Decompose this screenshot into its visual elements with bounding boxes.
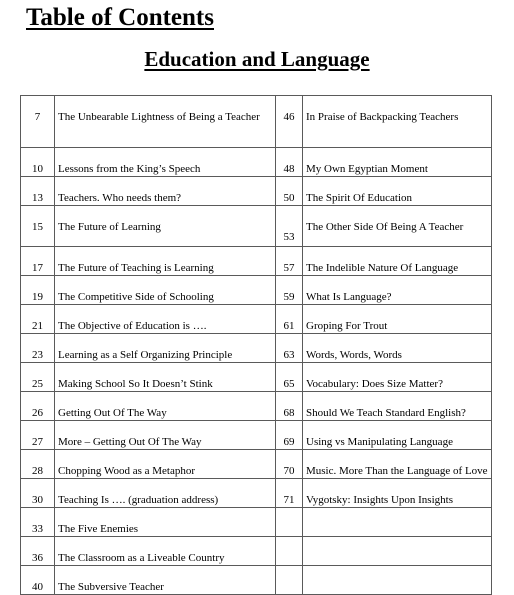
chapter-title-left: The Five Enemies: [58, 523, 139, 535]
table-cell: [303, 479, 492, 508]
table-cell: [21, 537, 55, 566]
chapter-title-left: The Classroom as a Liveable Country: [58, 552, 225, 564]
table-row: [21, 450, 492, 479]
page-number-left: 17: [32, 262, 43, 274]
table-cell: [276, 334, 303, 363]
table-cell: [276, 96, 303, 148]
page-number-right: 68: [283, 407, 295, 419]
page-number-left: 7: [34, 111, 41, 123]
page-number-right: 69: [283, 436, 295, 448]
chapter-title-left: Teaching Is …. (graduation address): [58, 494, 219, 506]
chapter-title-right: My Own Egyptian Moment: [306, 163, 428, 175]
table-cell: [21, 247, 55, 276]
table-cell: [21, 566, 55, 595]
table-cell: [55, 206, 276, 247]
table-cell: [55, 96, 276, 148]
table-cell: [303, 508, 492, 537]
table-cell: [55, 177, 276, 206]
table-cell: [276, 206, 303, 247]
table-row: [21, 479, 492, 508]
table-cell: [21, 363, 55, 392]
chapter-title-left: More – Getting Out Of The Way: [58, 436, 202, 448]
chapter-title-right: The Spirit Of Education: [306, 192, 413, 204]
contents-table: [20, 95, 492, 595]
table-cell: [276, 479, 303, 508]
table-cell: [55, 363, 276, 392]
table-cell: [55, 421, 276, 450]
contents-table-body: [21, 96, 492, 595]
table-row: [21, 206, 492, 247]
page-number-left: 25: [32, 378, 43, 390]
table-cell: [55, 148, 276, 177]
chapter-title-left: The Objective of Education is ….: [58, 320, 207, 332]
table-cell: [276, 508, 303, 537]
table-cell: [21, 421, 55, 450]
table-cell: [303, 334, 492, 363]
table-cell: [21, 450, 55, 479]
page-number-left: 40: [32, 581, 43, 593]
table-cell: [55, 392, 276, 421]
table-row: [21, 148, 492, 177]
table-cell: [55, 334, 276, 363]
page-number-left: 10: [32, 163, 43, 175]
chapter-title-right: Vocabulary: Does Size Matter?: [306, 378, 443, 390]
page-number-left: 26: [32, 407, 43, 419]
table-cell: [276, 276, 303, 305]
table-cell: [55, 450, 276, 479]
page-number-left: 15: [32, 221, 43, 233]
table-cell: [276, 363, 303, 392]
table-cell: [303, 392, 492, 421]
chapter-title-left: Making School So It Doesn’t Stink: [58, 378, 213, 390]
chapter-title-left: The Future of Learning: [58, 221, 161, 233]
chapter-title-right: Groping For Trout: [306, 320, 388, 332]
page-number-left: 23: [32, 349, 43, 361]
chapter-title-left: Getting Out Of The Way: [58, 407, 167, 419]
table-row: [21, 177, 492, 206]
page-number-right: 46: [283, 111, 295, 123]
page-number-left: 27: [32, 436, 43, 448]
chapter-title-left: The Competitive Side of Schooling: [58, 291, 214, 303]
page-number-right: [276, 508, 302, 523]
table-cell: [21, 392, 55, 421]
table-cell: [55, 566, 276, 595]
table-cell: [21, 276, 55, 305]
chapter-title-right: Should We Teach Standard English?: [306, 407, 466, 419]
table-cell: [21, 177, 55, 206]
chapter-title-left: Chopping Wood as a Metaphor: [58, 465, 196, 477]
table-cell: [55, 305, 276, 334]
chapter-title-right: The Indelible Nature Of Language: [306, 262, 459, 274]
table-cell: [303, 148, 492, 177]
table-cell: [276, 305, 303, 334]
table-row: [21, 334, 492, 363]
page-number-right: 61: [283, 320, 295, 332]
page-number-left: 33: [32, 523, 43, 535]
chapter-title-right: [303, 508, 491, 523]
table-cell: [303, 450, 492, 479]
table-row: [21, 247, 492, 276]
chapter-title-right: [303, 566, 491, 581]
chapter-title-right: Using vs Manipulating Language: [306, 436, 453, 448]
chapter-title-left: The Subversive Teacher: [58, 581, 164, 593]
table-cell: [303, 276, 492, 305]
chapter-title-right: The Other Side Of Being A Teacher: [306, 221, 464, 233]
page-number-right: [276, 537, 302, 552]
section-subtitle: Education and Language: [144, 47, 370, 71]
page-number-right: 65: [283, 378, 295, 390]
table-cell: [303, 537, 492, 566]
table-cell: [276, 392, 303, 421]
page-number-right: 53: [283, 231, 295, 243]
table-cell: [303, 421, 492, 450]
table-cell: [276, 148, 303, 177]
page-number-right: 59: [283, 291, 295, 303]
page-number-right: 71: [283, 494, 295, 506]
table-cell: [55, 479, 276, 508]
chapter-title-left: The Future of Teaching is Learning: [58, 262, 214, 274]
page-number-right: 50: [283, 192, 295, 204]
table-cell: [303, 305, 492, 334]
table-cell: [55, 508, 276, 537]
table-row: [21, 96, 492, 148]
table-cell: [303, 247, 492, 276]
page-number-right: 70: [283, 465, 295, 477]
page-number-left: 28: [32, 465, 43, 477]
table-cell: [55, 276, 276, 305]
table-cell: [55, 247, 276, 276]
table-cell: [21, 96, 55, 148]
page-number-right: 48: [283, 163, 295, 175]
table-cell: [276, 421, 303, 450]
page-number-left: 19: [32, 291, 43, 303]
table-cell: [303, 96, 492, 148]
page-title: Table of Contents: [26, 4, 214, 31]
table-cell: [55, 537, 276, 566]
table-cell: [303, 363, 492, 392]
table-cell: [21, 206, 55, 247]
chapter-title-left: Lessons from the King’s Speech: [58, 163, 201, 175]
table-cell: [21, 508, 55, 537]
table-cell: [21, 479, 55, 508]
page-number-left: 21: [32, 320, 43, 332]
table-row: [21, 566, 492, 595]
chapter-title-right: Music. More Than the Language of Love: [306, 465, 488, 477]
table-row: [21, 421, 492, 450]
table-row: [21, 276, 492, 305]
chapter-title-left: Teachers. Who needs them?: [58, 192, 182, 204]
table-cell: [21, 334, 55, 363]
table-row: [21, 392, 492, 421]
table-row: [21, 508, 492, 537]
chapter-title-right: In Praise of Backpacking Teachers: [306, 111, 459, 123]
table-cell: [276, 537, 303, 566]
table-cell: [303, 566, 492, 595]
table-cell: [303, 177, 492, 206]
table-cell: [276, 177, 303, 206]
page-number-left: 13: [32, 192, 43, 204]
table-cell: [276, 247, 303, 276]
table-row: [21, 363, 492, 392]
table-cell: [21, 305, 55, 334]
page-number-left: 30: [32, 494, 43, 506]
table-row: [21, 537, 492, 566]
table-cell: [303, 206, 492, 247]
page-number-right: 63: [283, 349, 295, 361]
chapter-title-left: Learning as a Self Organizing Principle: [58, 349, 233, 361]
chapter-title-right: Vygotsky: Insights Upon Insights: [306, 494, 453, 506]
table-cell: [21, 148, 55, 177]
page-number-right: [276, 566, 302, 581]
chapter-title-right: [303, 537, 491, 552]
page-number-left: 36: [32, 552, 43, 564]
chapter-title-left: The Unbearable Lightness of Being a Teacher: [58, 111, 260, 123]
chapter-title-right: Words, Words, Words: [306, 349, 402, 361]
table-cell: [276, 566, 303, 595]
page-number-right: 57: [283, 262, 295, 274]
table-cell: [276, 450, 303, 479]
table-row: [21, 305, 492, 334]
chapter-title-right: What Is Language?: [306, 291, 392, 303]
